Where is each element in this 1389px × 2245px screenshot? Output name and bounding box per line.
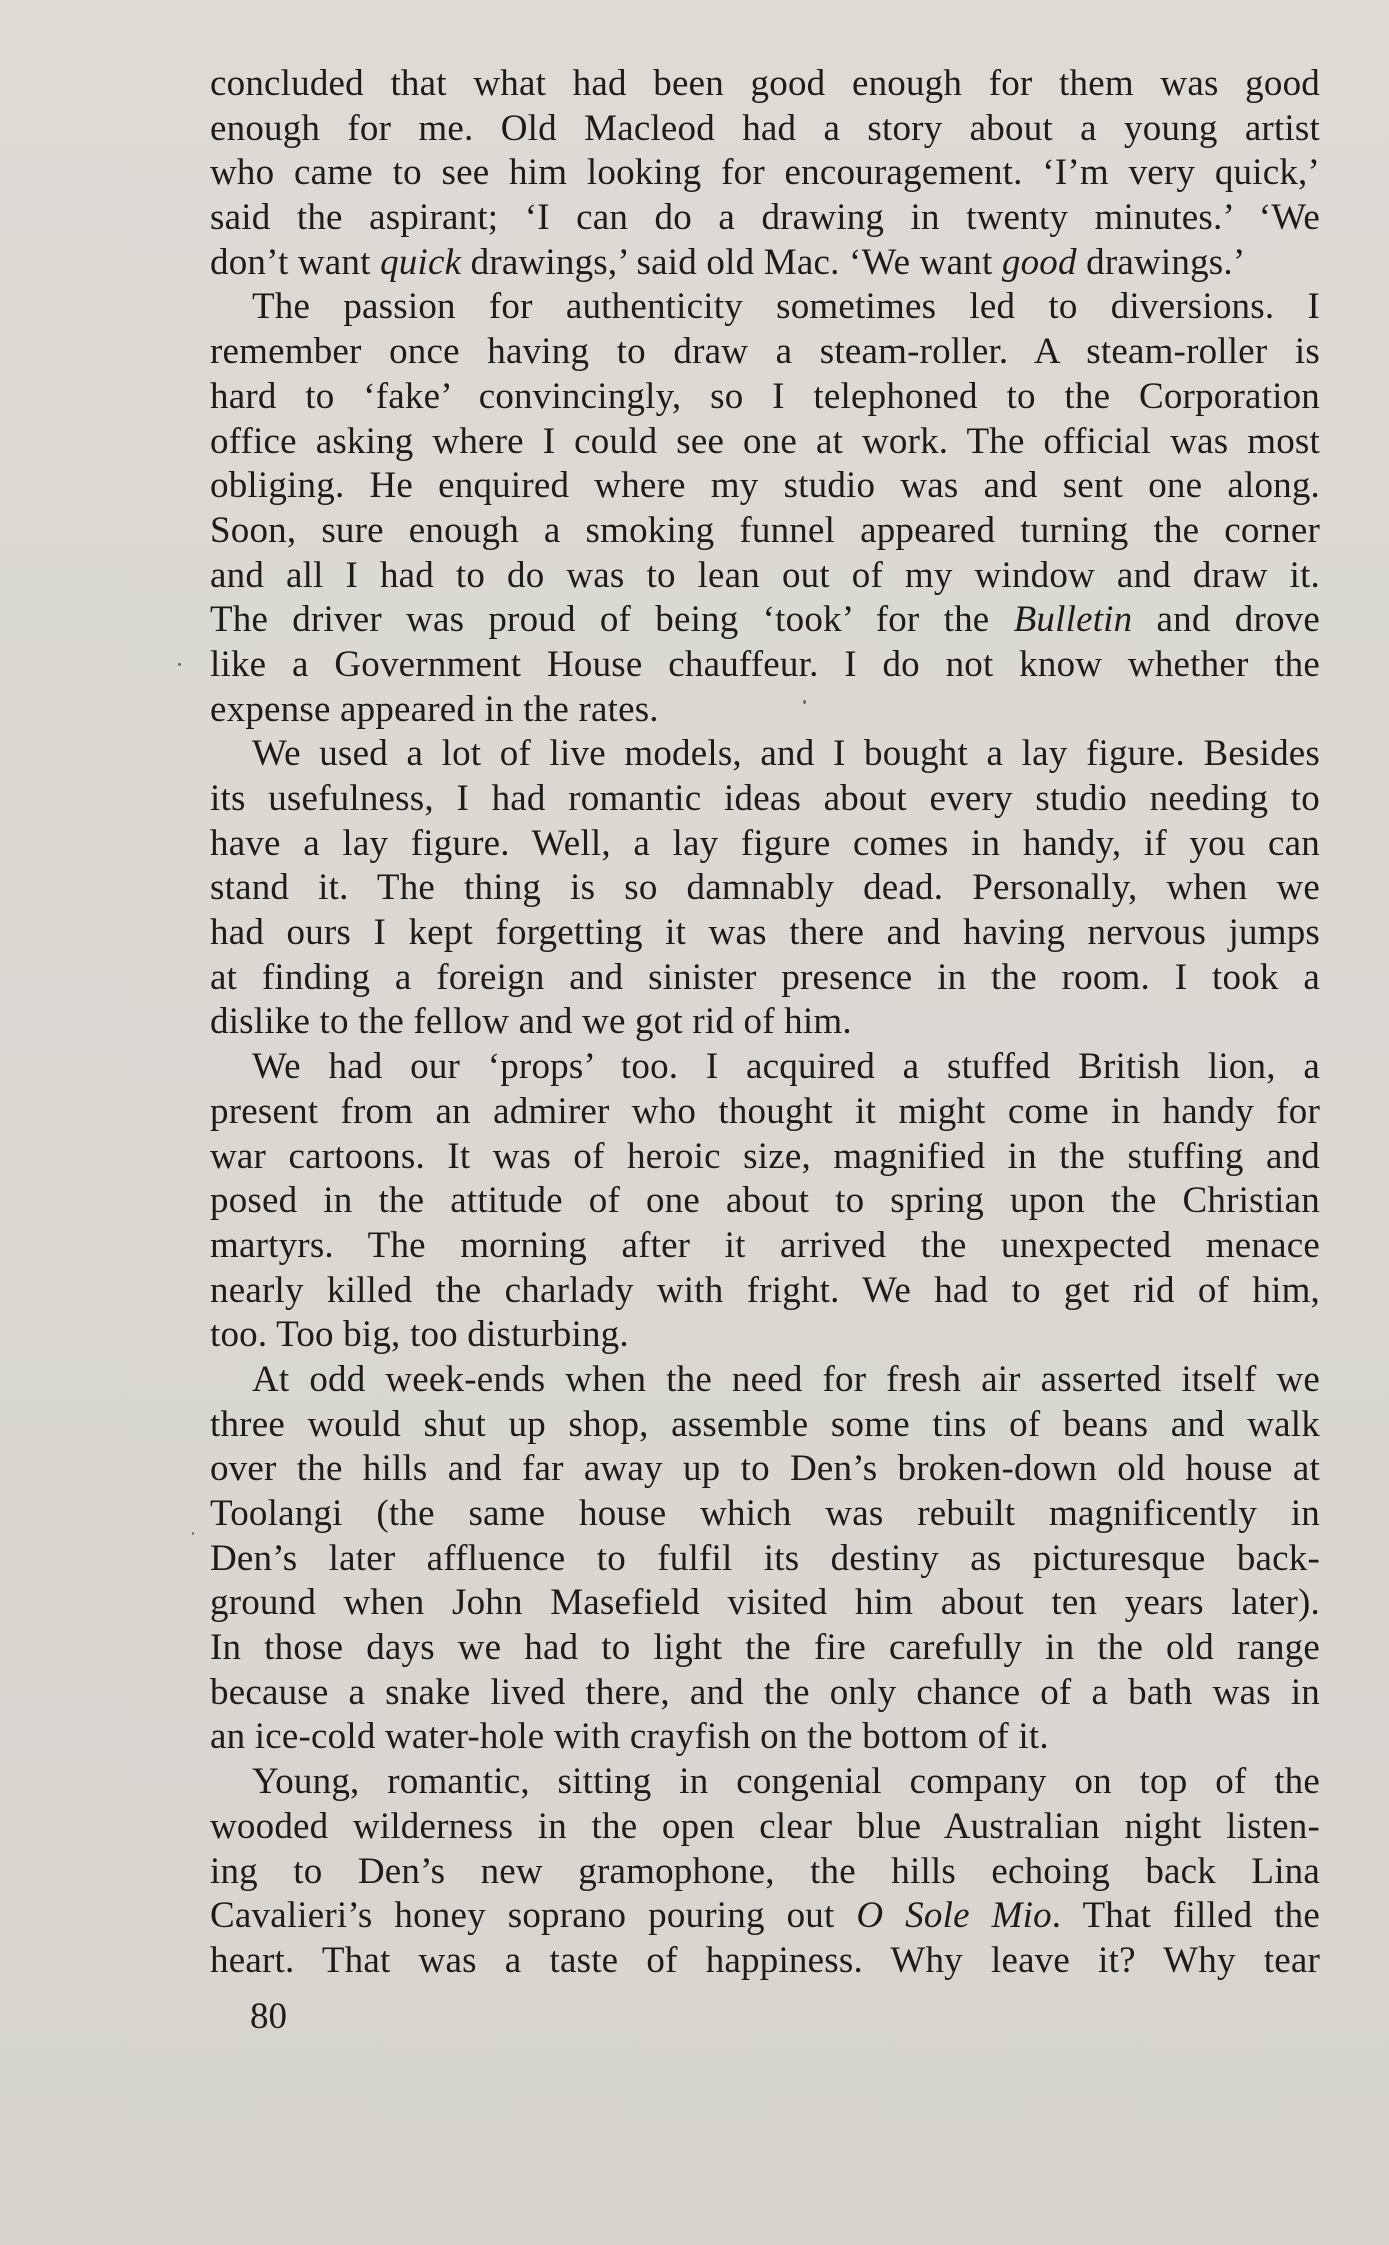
text-line: had ours I kept forgetting it was there and having nervous jumps xyxy=(210,912,1320,954)
text-line: We used a lot of live models, and I bought a lay figure. Besides xyxy=(252,733,1320,775)
text-line: Toolangi (the same house which was rebuilt magnificently in xyxy=(210,1493,1320,1534)
print-speck xyxy=(803,700,806,704)
text-line: The passion for authenticity sometimes led to diversions. I xyxy=(252,286,1320,328)
text-line xyxy=(210,241,1320,286)
text-line: because a snake lived there, and the only chance of a bath was in xyxy=(210,1671,1320,1713)
text-span: The driver was proud of being ‘took’ for the xyxy=(210,599,1014,641)
text-line: ground when John Masefield visited him about ten years later). xyxy=(210,1582,1320,1624)
text-line: have a lay figure. Well, a lay figure comes in handy, if you can xyxy=(210,822,1320,864)
text-line: ing to Den’s new gramophone, the hills echoing back Lina xyxy=(210,1850,1320,1892)
body-text xyxy=(210,62,1320,1984)
text-line xyxy=(210,1894,1320,1939)
text-line: too. Too big, too disturbing. xyxy=(210,1314,629,1356)
text-line: war cartoons. It was of heroic size, magnified in the stuffing and xyxy=(210,1135,1320,1177)
italic-span: quick xyxy=(380,241,462,283)
text-line: stand it. The thing is so damnably dead. Personally, when we xyxy=(210,867,1320,909)
italic-span: Bulletin xyxy=(1013,599,1133,641)
text-line: At odd week-ends when the need for fresh air asserted itself we xyxy=(252,1358,1320,1400)
text-line: over the hills and far away up to Den’s broken-down old house at xyxy=(210,1448,1320,1490)
text-line: obliging. He enquired where my studio was and sent one along. xyxy=(210,465,1320,507)
text-line: Den’s later affluence to fulfil its destiny as picturesque back- xyxy=(210,1537,1320,1579)
text-line: office asking where I could see one at work. The official was most xyxy=(210,420,1320,462)
text-line: posed in the attitude of one about to spring upon the Christian xyxy=(210,1180,1320,1222)
italic-span: good xyxy=(1001,241,1077,283)
text-line: We had our ‘props’ too. I acquired a stuffed British lion, a xyxy=(252,1046,1320,1088)
text-line: who came to see him looking for encouragement. ‘I’m very quick,’ xyxy=(210,152,1320,194)
page-number: 80 xyxy=(250,1996,287,2037)
text-span: . That filled the xyxy=(1051,1895,1320,1937)
text-line: martyrs. The morning after it arrived the unexpected menace xyxy=(210,1224,1320,1266)
text-line: remember once having to draw a steam-roller. A steam-roller is xyxy=(210,331,1320,373)
text-span: and drove xyxy=(1132,599,1320,641)
print-speck xyxy=(178,663,181,666)
text-line: enough for me. Old Macleod had a story about a young artist xyxy=(210,107,1320,149)
text-span: don’t want xyxy=(210,241,381,283)
text-line: heart. That was a taste of happiness. Why leave it? Why tear xyxy=(210,1939,1320,1981)
text-line: present from an admirer who thought it might come in handy for xyxy=(210,1090,1320,1132)
text-line: nearly killed the charlady with fright. We had to get rid of him, xyxy=(210,1269,1320,1311)
print-speck xyxy=(192,1532,194,1535)
text-line: dislike to the fellow and we got rid of him. xyxy=(210,1001,852,1043)
text-line: hard to ‘fake’ convincingly, so I telephoned to the Corporation xyxy=(210,375,1320,417)
italic-span: O Sole Mio xyxy=(856,1895,1052,1937)
text-line: concluded that what had been good enough for them was good xyxy=(210,63,1320,104)
text-line xyxy=(210,598,1320,643)
text-line: expense appeared in the rates. xyxy=(210,688,659,730)
text-line: three would shut up shop, assemble some tins of beans and walk xyxy=(210,1403,1320,1445)
text-line: Young, romantic, sitting in congenial company on top of the xyxy=(252,1761,1320,1803)
text-line: its usefulness, I had romantic ideas about every studio needing to xyxy=(210,778,1320,819)
text-line: and all I had to do was to lean out of my window and draw it. xyxy=(210,554,1320,596)
text-line: at finding a foreign and sinister presence in the room. I took a xyxy=(210,956,1320,998)
text-line: Soon, sure enough a smoking funnel appeared turning the corner xyxy=(210,509,1320,551)
text-span: Cavalieri’s honey soprano pouring out xyxy=(210,1895,857,1937)
text-line: wooded wilderness in the open clear blue Australian night listen- xyxy=(210,1805,1320,1847)
text-line: said the aspirant; ‘I can do a drawing in twenty minutes.’ ‘We xyxy=(210,197,1320,239)
text-span: drawings,’ said old Mac. ‘We want xyxy=(461,241,1002,283)
text-line: In those days we had to light the fire carefully in the old range xyxy=(210,1627,1320,1669)
text-line: like a Government House chauffeur. I do not know whether the xyxy=(210,643,1320,685)
text-span: drawings.’ xyxy=(1076,241,1246,283)
text-line: an ice-cold water-hole with crayfish on the bottom of it. xyxy=(210,1716,1049,1758)
